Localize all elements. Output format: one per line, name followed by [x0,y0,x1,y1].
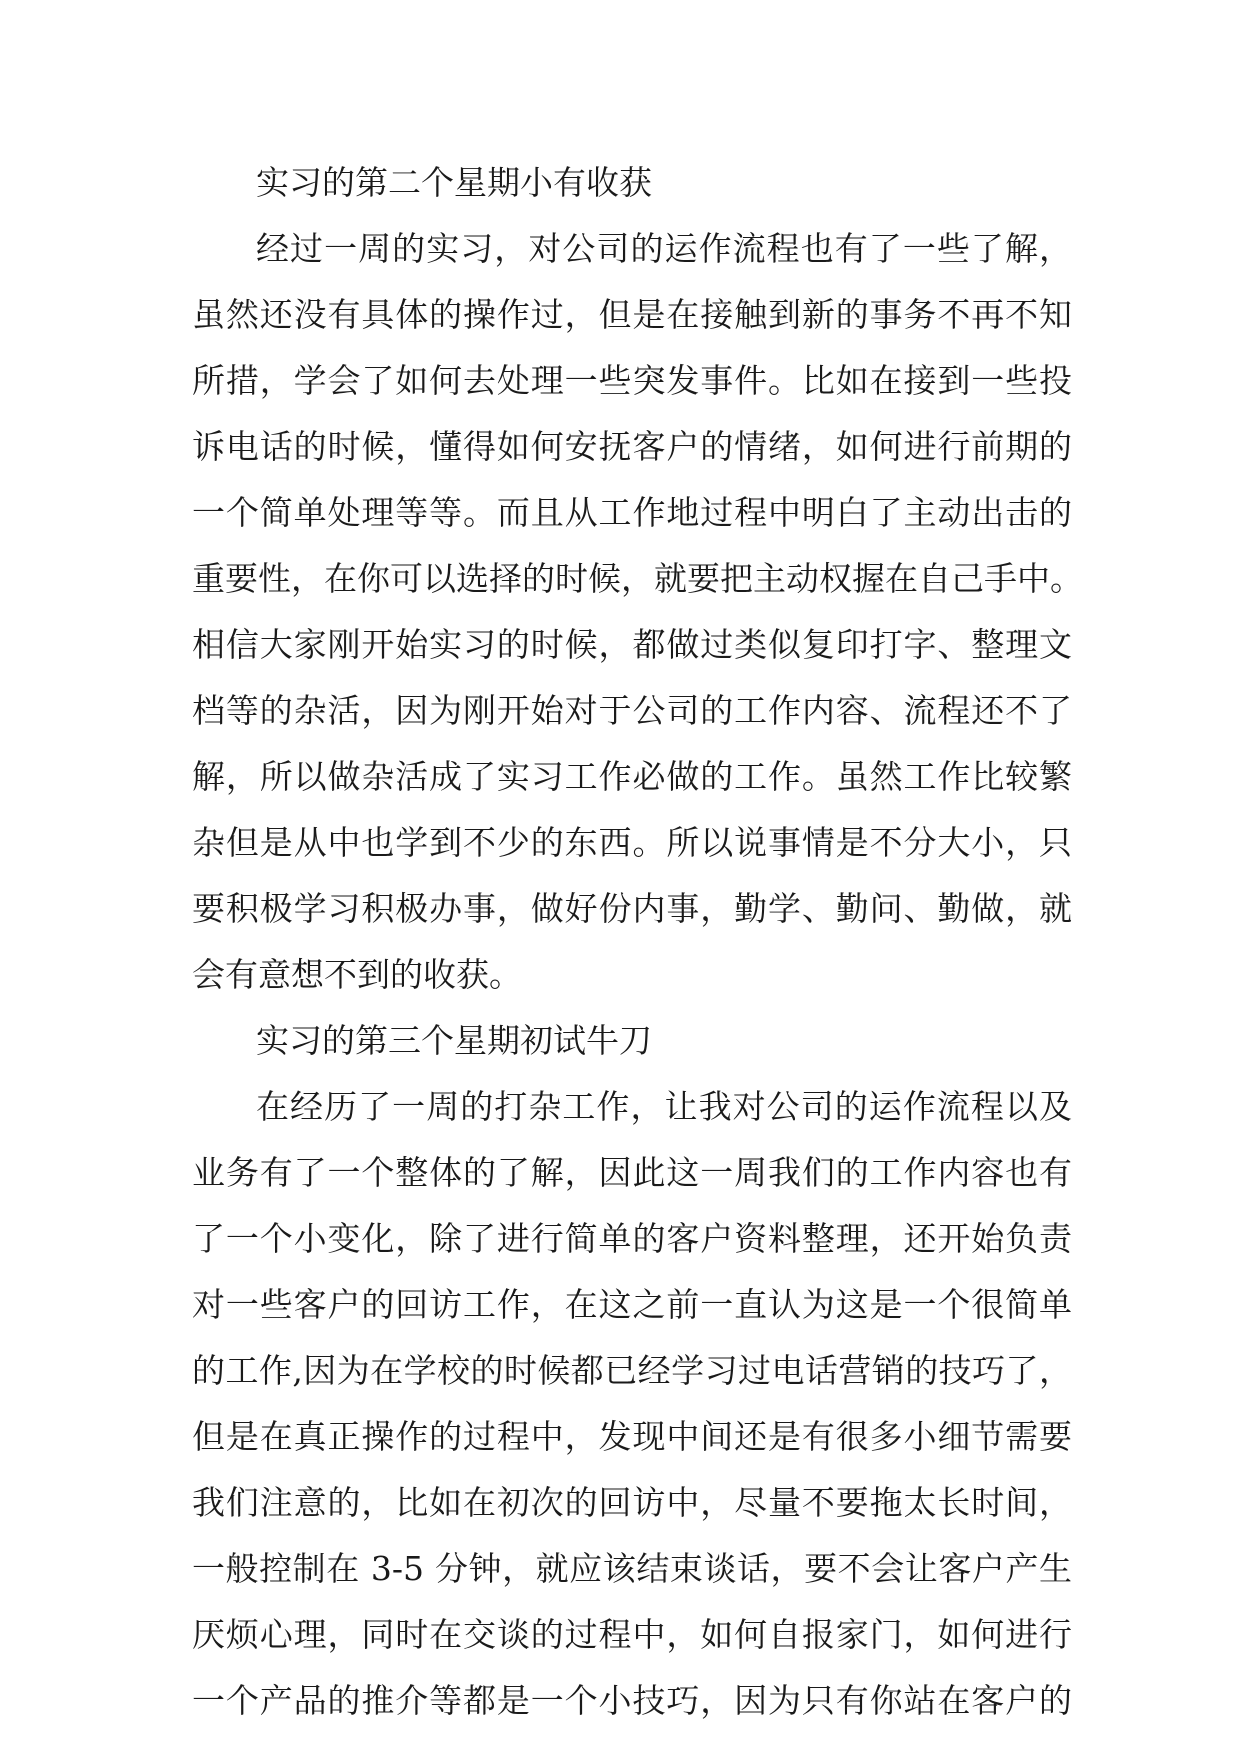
paragraph-line: 虽然还没有具体的操作过，但是在接触到新的事务不再不知 [192,295,1072,334]
section-heading-week-two: 实习的第二个星期小有收获 [256,163,652,202]
paragraph-line: 重要性，在你可以选择的时候，就要把主动权握在自己手中。 [192,559,1083,598]
paragraph-line: 一般控制在 3-5 分钟，就应该结束谈话，要不会让客户产生 [192,1549,1072,1588]
paragraph-line: 厌烦心理，同时在交谈的过程中，如何自报家门，如何进行 [192,1615,1072,1654]
paragraph-line: 所措，学会了如何去处理一些突发事件。比如在接到一些投 [192,361,1072,400]
paragraph-line: 档等的杂活，因为刚开始对于公司的工作内容、流程还不了 [192,691,1072,730]
paragraph-line: 一个简单处理等等。而且从工作地过程中明白了主动出击的 [192,493,1072,532]
paragraph-line: 相信大家刚开始实习的时候，都做过类似复印打字、整理文 [192,625,1072,664]
paragraph-line: 杂但是从中也学到不少的东西。所以说事情是不分大小，只 [192,823,1072,862]
paragraph-line: 我们注意的，比如在初次的回访中，尽量不要拖太长时间， [192,1483,1072,1522]
paragraph-line: 经过一周的实习，对公司的运作流程也有了一些了解， [256,229,1072,268]
paragraph-line: 业务有了一个整体的了解，因此这一周我们的工作内容也有 [192,1153,1072,1192]
paragraph-line: 的工作,因为在学校的时候都已经学习过电话营销的技巧了， [192,1351,1072,1390]
paragraph-line: 但是在真正操作的过程中，发现中间还是有很多小细节需要 [192,1417,1072,1456]
paragraph-line: 诉电话的时候，懂得如何安抚客户的情绪，如何进行前期的 [192,427,1072,466]
paragraph-line: 了一个小变化，除了进行简单的客户资料整理，还开始负责 [192,1219,1072,1258]
section-heading-week-three: 实习的第三个星期初试牛刀 [256,1021,652,1060]
paragraph-line: 对一些客户的回访工作，在这之前一直认为这是一个很简单 [192,1285,1072,1324]
document-body [192,150,1083,1734]
paragraph-line-last: 会有意想不到的收获。 [192,955,522,994]
paragraph-line: 一个产品的推介等都是一个小技巧，因为只有你站在客户的 [192,1681,1072,1720]
paragraph-line: 解，所以做杂活成了实习工作必做的工作。虽然工作比较繁 [192,757,1072,796]
paragraph-line: 要积极学习积极办事，做好份内事，勤学、勤问、勤做，就 [192,889,1072,928]
paragraph-line: 在经历了一周的打杂工作，让我对公司的运作流程以及 [256,1087,1072,1126]
